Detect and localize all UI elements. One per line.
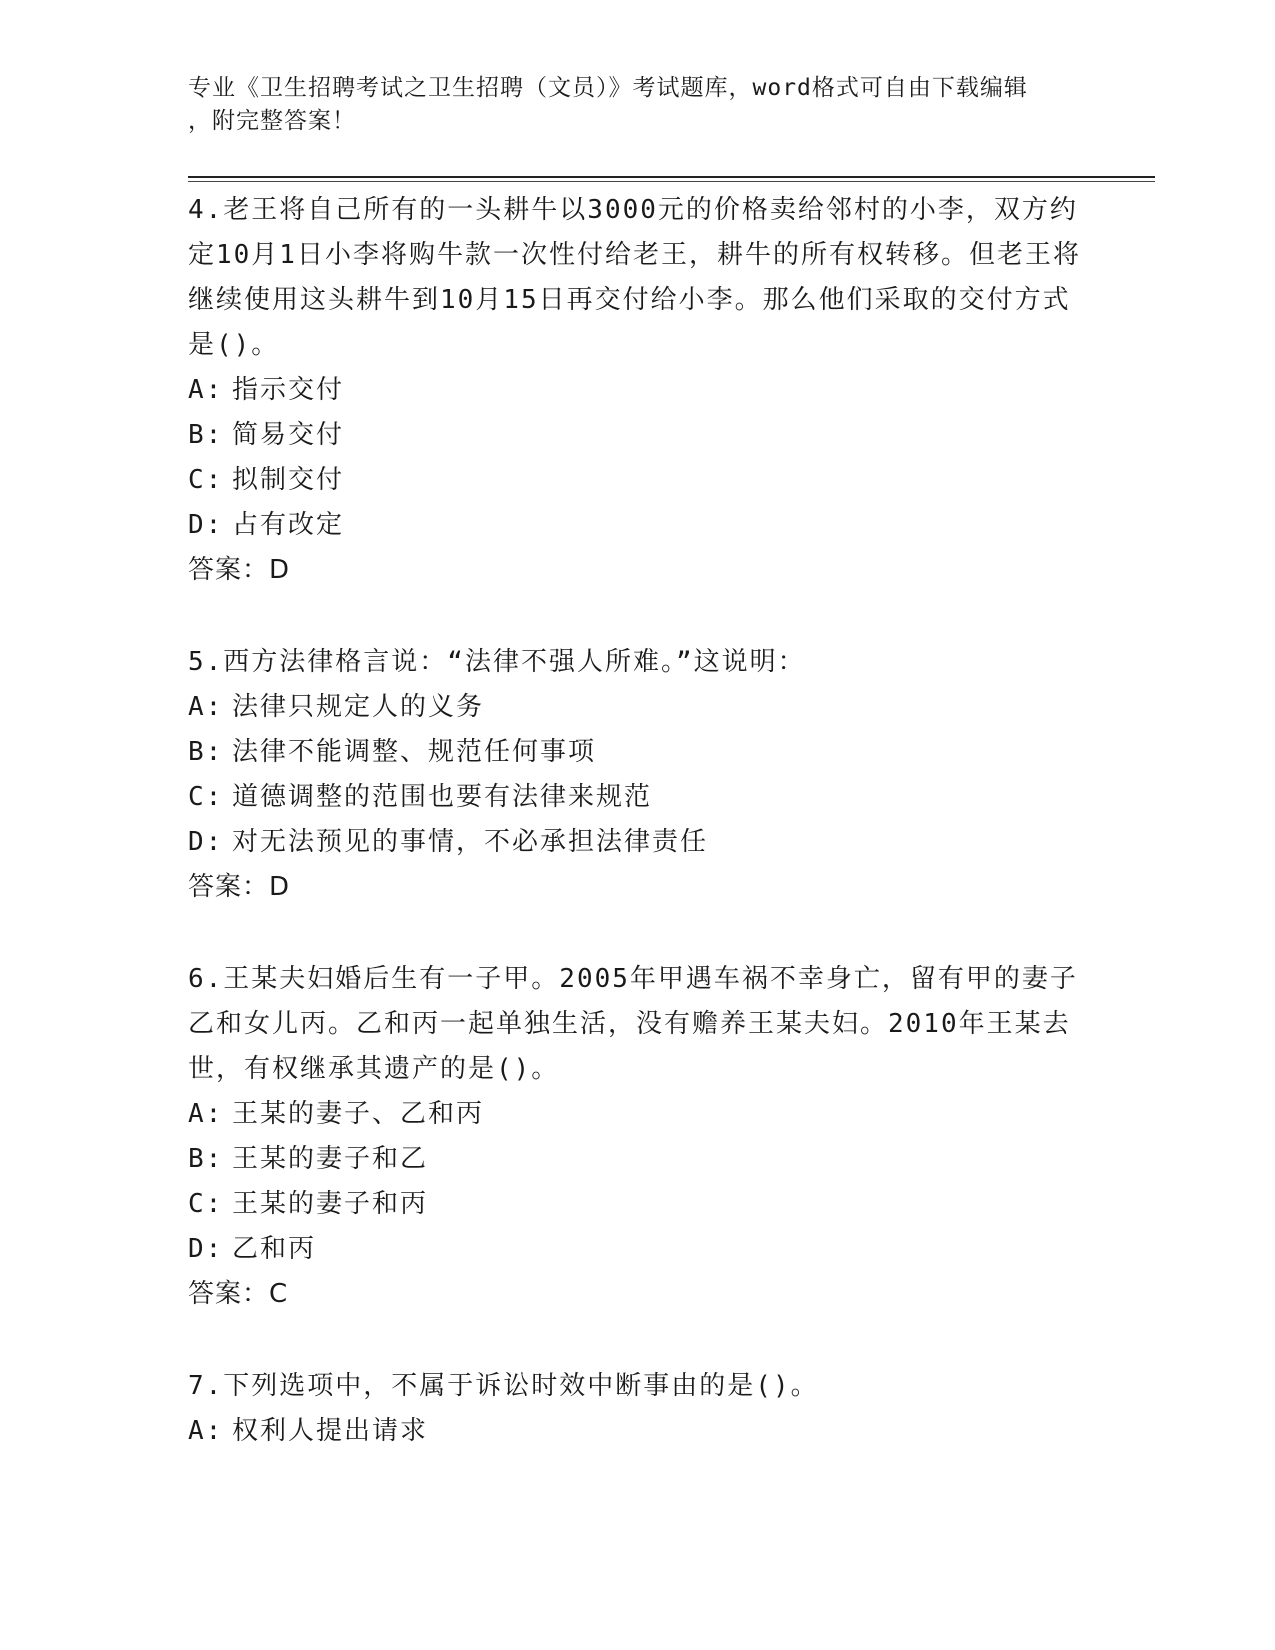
question-stem: 4.老王将自己所有的一头耕牛以3000元的价格卖给邻村的小李，双方约定10月1日小李将购牛款一次性付给老王，耕牛的所有权转移。但老王将继续使用这头耕牛到10月15日再交付给小李。那么他们采取的交付方式是()。 — [188, 195, 1081, 360]
option-c — [188, 458, 1088, 503]
option-d — [188, 1227, 1088, 1272]
option-text: 法律只规定人的义务 — [232, 692, 485, 722]
option-list — [188, 1409, 1088, 1454]
option-text: 权利人提出请求 — [232, 1416, 429, 1446]
option-c — [188, 1182, 1088, 1227]
option-text: 王某的妻子和丙 — [232, 1189, 429, 1219]
option-key: A: — [188, 1099, 224, 1129]
option-d — [188, 820, 1088, 865]
option-b — [188, 413, 1088, 458]
option-a — [188, 685, 1088, 730]
option-list — [188, 1092, 1088, 1272]
option-a — [188, 1092, 1088, 1137]
option-key: C: — [188, 1189, 224, 1219]
option-key: B: — [188, 1144, 224, 1174]
header-divider-thick — [188, 176, 1155, 178]
option-key: A: — [188, 692, 224, 722]
option-text: 法律不能调整、规范任何事项 — [232, 737, 597, 767]
option-key: B: — [188, 737, 224, 767]
option-a — [188, 1409, 1088, 1454]
option-b — [188, 1137, 1088, 1182]
answer-line: 答案：D — [188, 872, 291, 902]
option-key: D: — [188, 827, 224, 857]
option-b — [188, 730, 1088, 775]
option-key: A: — [188, 1416, 224, 1446]
option-text: 拟制交付 — [232, 465, 345, 495]
option-d — [188, 503, 1088, 548]
option-key: D: — [188, 510, 224, 540]
header-line-2: ，附完整答案！ — [188, 108, 356, 134]
option-text: 王某的妻子、乙和丙 — [232, 1099, 485, 1129]
option-list — [188, 685, 1088, 865]
answer-line: 答案：C — [188, 1279, 289, 1309]
question-stem: 5.西方法律格言说：“法律不强人所难。”这说明： — [188, 647, 806, 677]
question-7 — [188, 1364, 1088, 1454]
question-4 — [188, 188, 1088, 593]
option-key: C: — [188, 782, 224, 812]
option-key: D: — [188, 1234, 224, 1264]
question-stem: 6.王某夫妇婚后生有一子甲。2005年甲遇车祸不幸身亡，留有甲的妻子乙和女儿丙。乙和丙一起单独生活，没有赡养王某夫妇。2010年王某去世，有权继承其遗产的是()。 — [188, 964, 1078, 1084]
answer-line: 答案：D — [188, 555, 291, 585]
option-text: 道德调整的范围也要有法律来规范 — [232, 782, 653, 812]
question-stem: 7.下列选项中，不属于诉讼时效中断事由的是()。 — [188, 1371, 819, 1401]
option-text: 简易交付 — [232, 420, 345, 450]
option-text: 对无法预见的事情，不必承担法律责任 — [232, 827, 709, 857]
option-text: 王某的妻子和乙 — [232, 1144, 429, 1174]
option-text: 乙和丙 — [232, 1234, 317, 1264]
header-line-1: 专业《卫生招聘考试之卫生招聘（文员）》考试题库，word格式可自由下载编辑 — [188, 75, 1028, 101]
option-key: A: — [188, 375, 224, 405]
question-list — [188, 188, 1088, 1501]
option-key: C: — [188, 465, 224, 495]
option-a — [188, 368, 1088, 413]
option-c — [188, 775, 1088, 820]
question-5 — [188, 640, 1088, 910]
option-text: 占有改定 — [232, 510, 345, 540]
question-6 — [188, 957, 1088, 1317]
option-text: 指示交付 — [232, 375, 345, 405]
header-divider-thin — [188, 181, 1155, 182]
option-key: B: — [188, 420, 224, 450]
option-list — [188, 368, 1088, 548]
document-header — [188, 72, 1068, 138]
